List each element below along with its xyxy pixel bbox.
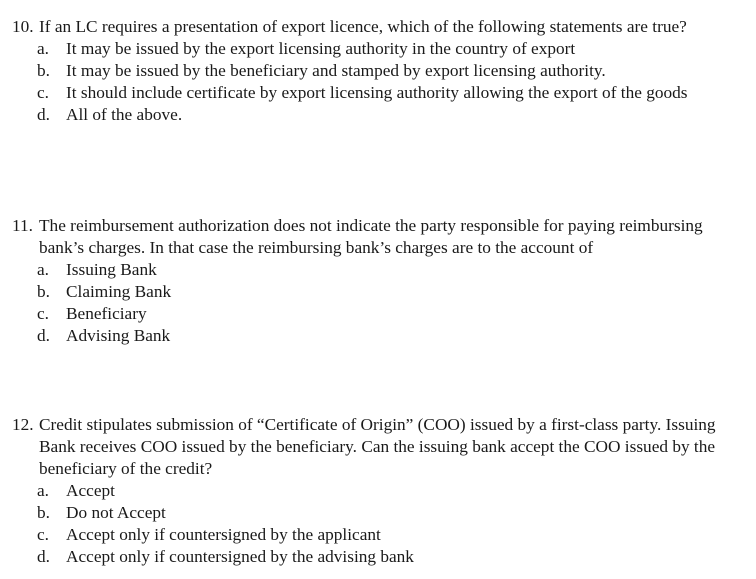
question-text: The reimbursement authorization does not indicate the party responsible for paying reimbursing bank’s charges. In that case the reimbursing bank’s charges are to the account of [39, 216, 703, 257]
option-b [0, 60, 740, 82]
option-a [0, 38, 740, 60]
option-text: Advising Bank [66, 326, 171, 345]
question-stem [0, 414, 740, 480]
option-d [0, 104, 740, 126]
option-list [0, 259, 740, 347]
option-text: It may be issued by the beneficiary and stamped by export licensing authority. [66, 61, 606, 80]
option-letter: a. [37, 481, 49, 500]
option-list [0, 480, 740, 568]
option-d [0, 325, 740, 347]
option-a [0, 480, 740, 502]
option-text: Accept only if countersigned by the applicant [66, 525, 381, 544]
option-c [0, 303, 740, 325]
option-text: Do not Accept [66, 503, 166, 522]
question-number: 11. [12, 216, 33, 235]
question-11 [0, 215, 740, 347]
option-text: It should include certificate by export licensing authority allowing the export of the goods [66, 83, 688, 102]
question-text: If an LC requires a presentation of export licence, which of the following statements are true? [39, 17, 687, 36]
option-text: Accept [66, 481, 115, 500]
question-10 [0, 16, 740, 126]
question-stem [0, 16, 740, 38]
option-c [0, 524, 740, 546]
option-letter: a. [37, 260, 49, 279]
option-letter: a. [37, 39, 49, 58]
option-text: All of the above. [66, 105, 183, 124]
option-text: Beneficiary [66, 304, 147, 323]
option-letter: c. [37, 304, 49, 323]
question-number: 10. [12, 17, 34, 36]
option-letter: c. [37, 525, 49, 544]
option-text: Issuing Bank [66, 260, 157, 279]
option-text: Claiming Bank [66, 282, 172, 301]
option-letter: b. [37, 503, 50, 522]
option-letter: d. [37, 326, 50, 345]
question-12 [0, 414, 740, 568]
option-d [0, 546, 740, 568]
option-b [0, 281, 740, 303]
question-number: 12. [12, 415, 34, 434]
question-text: Credit stipulates submission of “Certificate of Origin” (COO) issued by a first-class party. Issuing Bank receives COO issued by the beneficiary. Can the issuing bank accept the COO issued by the beneficiary of the credit? [39, 415, 716, 478]
option-letter: c. [37, 83, 49, 102]
option-c [0, 82, 740, 104]
option-letter: b. [37, 282, 50, 301]
option-list [0, 38, 740, 126]
option-a [0, 259, 740, 281]
option-text: It may be issued by the export licensing authority in the country of export [66, 39, 576, 58]
option-text: Accept only if countersigned by the advising bank [66, 547, 414, 566]
option-b [0, 502, 740, 524]
option-letter: d. [37, 105, 50, 124]
option-letter: b. [37, 61, 50, 80]
question-stem [0, 215, 740, 259]
option-letter: d. [37, 547, 50, 566]
